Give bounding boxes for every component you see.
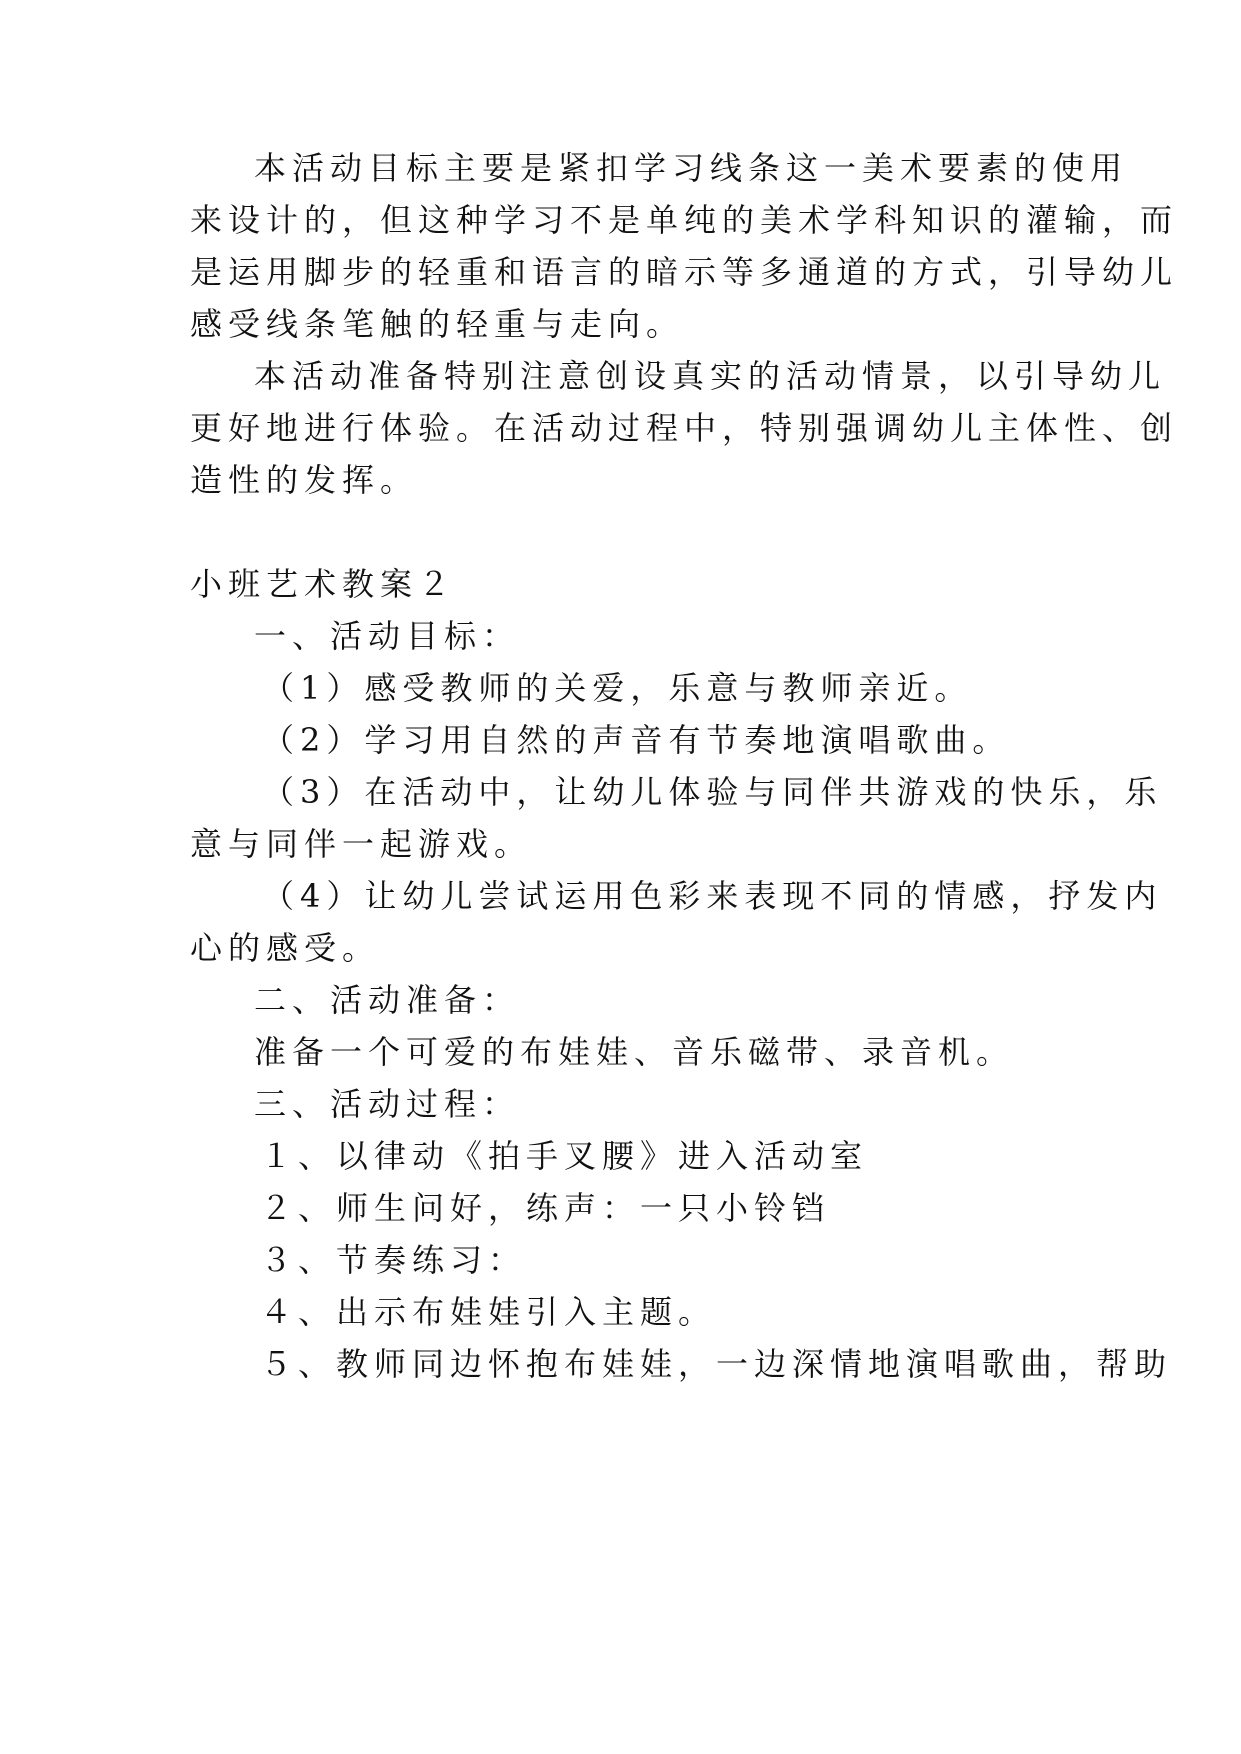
- paragraph-line: 造性的发挥。: [190, 461, 419, 499]
- process-step: ２、师生问好，练声：一只小铃铛: [260, 1189, 831, 1227]
- process-step: ５、教师同边怀抱布娃娃，一边深情地演唱歌曲，帮助: [260, 1345, 1173, 1383]
- process-step: ４、出示布娃娃引入主题。: [260, 1293, 717, 1331]
- goal-item: （4）让幼儿尝试运用色彩来表现不同的情感，抒发内: [262, 877, 1163, 915]
- process-step: １、以律动《拍手叉腰》进入活动室: [260, 1137, 869, 1175]
- goal-item: （1）感受教师的关爱，乐意与教师亲近。: [262, 669, 973, 707]
- goal-item: （2）学习用自然的声音有节奏地演唱歌曲。: [262, 721, 1011, 759]
- goal-item: （3）在活动中，让幼儿体验与同伴共游戏的快乐，乐: [262, 773, 1163, 811]
- goal-item-cont: 意与同伴一起游戏。: [190, 825, 533, 863]
- heading-goals: 一、活动目标：: [254, 617, 521, 655]
- heading-prep: 二、活动准备：: [254, 981, 521, 1019]
- process-step: ３、节奏练习：: [260, 1241, 527, 1279]
- section-title: 小班艺术教案２: [190, 565, 457, 603]
- paragraph-line: 是运用脚步的轻重和语言的暗示等多通道的方式，引导幼儿: [190, 253, 1179, 291]
- paragraph-line: 本活动目标主要是紧扣学习线条这一美术要素的使用: [254, 149, 1129, 187]
- paragraph-line: 来设计的，但这种学习不是单纯的美术学科知识的灌输，而: [190, 201, 1179, 239]
- paragraph-line: 感受线条笔触的轻重与走向。: [190, 305, 685, 343]
- goal-item-cont: 心的感受。: [190, 929, 381, 967]
- heading-process: 三、活动过程：: [254, 1085, 521, 1123]
- paragraph-line: 本活动准备特别注意创设真实的活动情景，以引导幼儿: [254, 357, 1167, 395]
- prep-text: 准备一个可爱的布娃娃、音乐磁带、录音机。: [254, 1033, 1015, 1071]
- paragraph-line: 更好地进行体验。在活动过程中，特别强调幼儿主体性、创: [190, 409, 1179, 447]
